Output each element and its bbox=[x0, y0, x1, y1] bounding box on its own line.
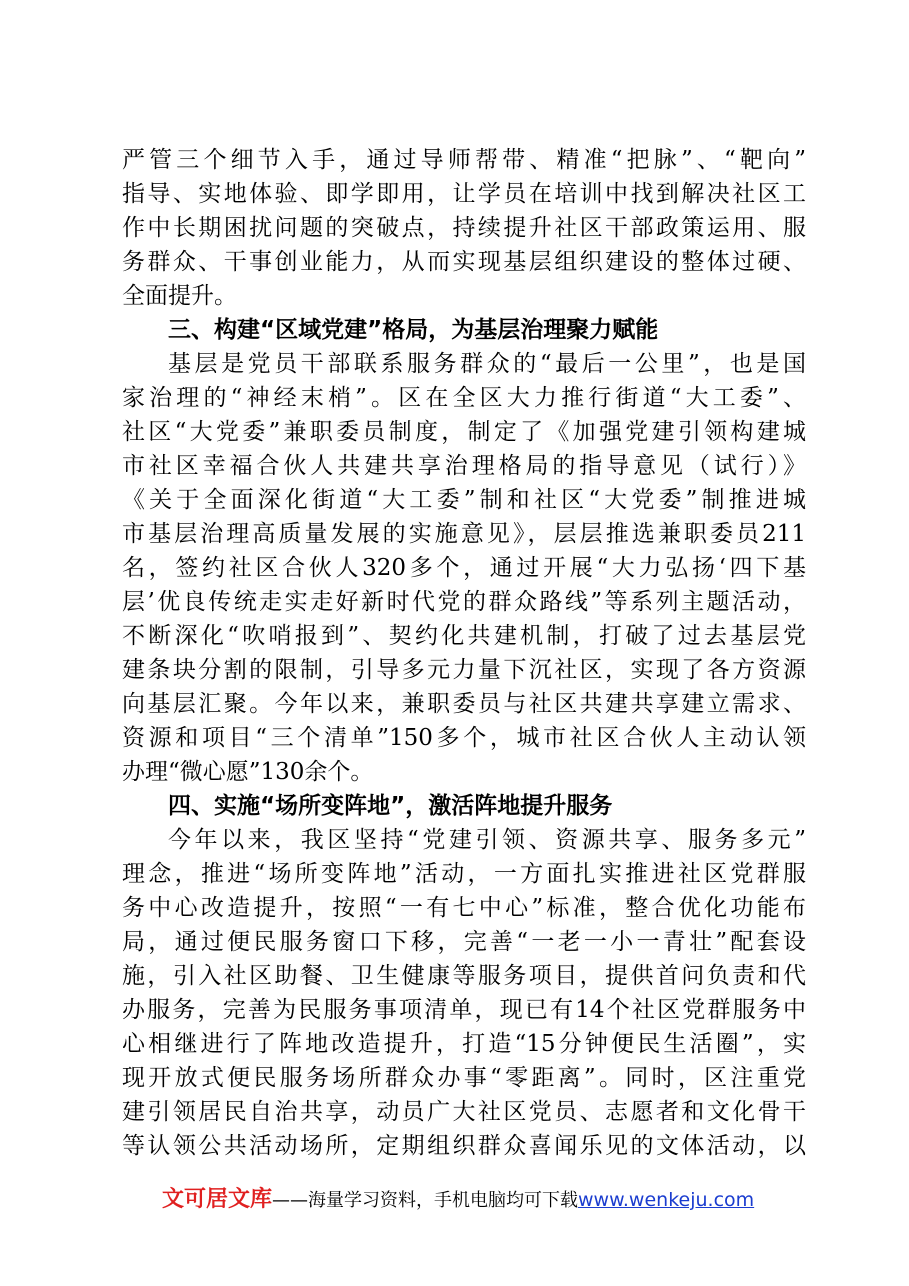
paragraph-line: 全面提升。 bbox=[122, 283, 237, 309]
paragraph-line: 指导、实地体验、即学即用，让学员在培训中找到解决社区工 bbox=[122, 181, 806, 207]
footer-slogan: ——海量学习资料，手机电脑均可下载 bbox=[272, 1190, 579, 1211]
paragraph-line: 等认领公共活动场所，定期组织群众喜闻乐见的文体活动，以 bbox=[122, 1133, 806, 1159]
paragraph-line: 施，引入社区助餐、卫生健康等服务项目，提供首问负责和代 bbox=[122, 963, 806, 989]
paragraph-line: 资源和项目“三个清单”150多个，城市社区合伙人主动认领 bbox=[122, 725, 806, 751]
footer-brand: 文可居文库 bbox=[162, 1187, 273, 1212]
footer-site-link[interactable]: www.wenkeju.com bbox=[578, 1189, 755, 1211]
section-heading-4: 四、实施“场所变阵地”，激活阵地提升服务 bbox=[168, 793, 613, 819]
paragraph-line: 建条块分割的限制，引导多元力量下沉社区，实现了各方资源 bbox=[122, 657, 806, 683]
paragraph-line: 心相继进行了阵地改造提升，打造“15分钟便民生活圈”，实 bbox=[122, 1031, 806, 1057]
paragraph-line: 局，通过便民服务窗口下移，完善“一老一小一青壮”配套设 bbox=[122, 929, 806, 955]
paragraph-line: 家治理的“神经末梢”。区在全区大力推行街道“大工委”、 bbox=[122, 385, 806, 411]
paragraph-line: 作中长期困扰问题的突破点，持续提升社区干部政策运用、服 bbox=[122, 215, 806, 241]
document-body bbox=[122, 143, 806, 1163]
paragraph-line: 办理“微心愿”130余个。 bbox=[122, 759, 374, 785]
paragraph-line: 基层是党员干部联系服务群众的“最后一公里”，也是国 bbox=[168, 351, 806, 377]
paragraph-line: 市社区幸福合伙人共建共享治理格局的指导意见（试行）》 bbox=[122, 453, 806, 479]
paragraph-line: 市基层治理高质量发展的实施意见》，层层推选兼职委员211 bbox=[122, 521, 806, 547]
paragraph-line: 名，签约社区合伙人320多个，通过开展“大力弘扬‘四下基 bbox=[122, 555, 806, 581]
paragraph-line: 向基层汇聚。今年以来，兼职委员与社区共建共享建立需求、 bbox=[122, 691, 806, 717]
paragraph-line: 《关于全面深化街道“大工委”制和社区“大党委”制推进城 bbox=[122, 487, 806, 513]
paragraph-line: 现开放式便民服务场所群众办事“零距离”。同时，区注重党 bbox=[122, 1065, 806, 1091]
paragraph-line: 社区“大党委”兼职委员制度，制定了《加强党建引领构建城 bbox=[122, 419, 806, 445]
paragraph-line: 不断深化“吹哨报到”、契约化共建机制，打破了过去基层党 bbox=[122, 623, 806, 649]
paragraph-line: 建引领居民自治共享，动员广大社区党员、志愿者和文化骨干 bbox=[122, 1099, 806, 1125]
paragraph-line: 今年以来，我区坚持“党建引领、资源共享、服务多元” bbox=[168, 827, 806, 853]
section-heading-3: 三、构建“区域党建”格局，为基层治理聚力赋能 bbox=[168, 317, 659, 343]
paragraph-line: 务群众、干事创业能力，从而实现基层组织建设的整体过硬、 bbox=[122, 249, 806, 275]
paragraph-line: 务中心改造提升，按照“一有七中心”标准，整合优化功能布 bbox=[122, 895, 806, 921]
paragraph-line: 办服务，完善为民服务事项清单，现已有14个社区党群服务中 bbox=[122, 997, 806, 1023]
footer-banner bbox=[162, 1182, 754, 1212]
paragraph-line: 理念，推进“场所变阵地”活动，一方面扎实推进社区党群服 bbox=[122, 861, 806, 887]
paragraph-line: 严管三个细节入手，通过导师帮带、精准“把脉”、“靶向” bbox=[122, 147, 806, 173]
paragraph-line: 层’优良传统走实走好新时代党的群众路线”等系列主题活动， bbox=[122, 589, 806, 615]
